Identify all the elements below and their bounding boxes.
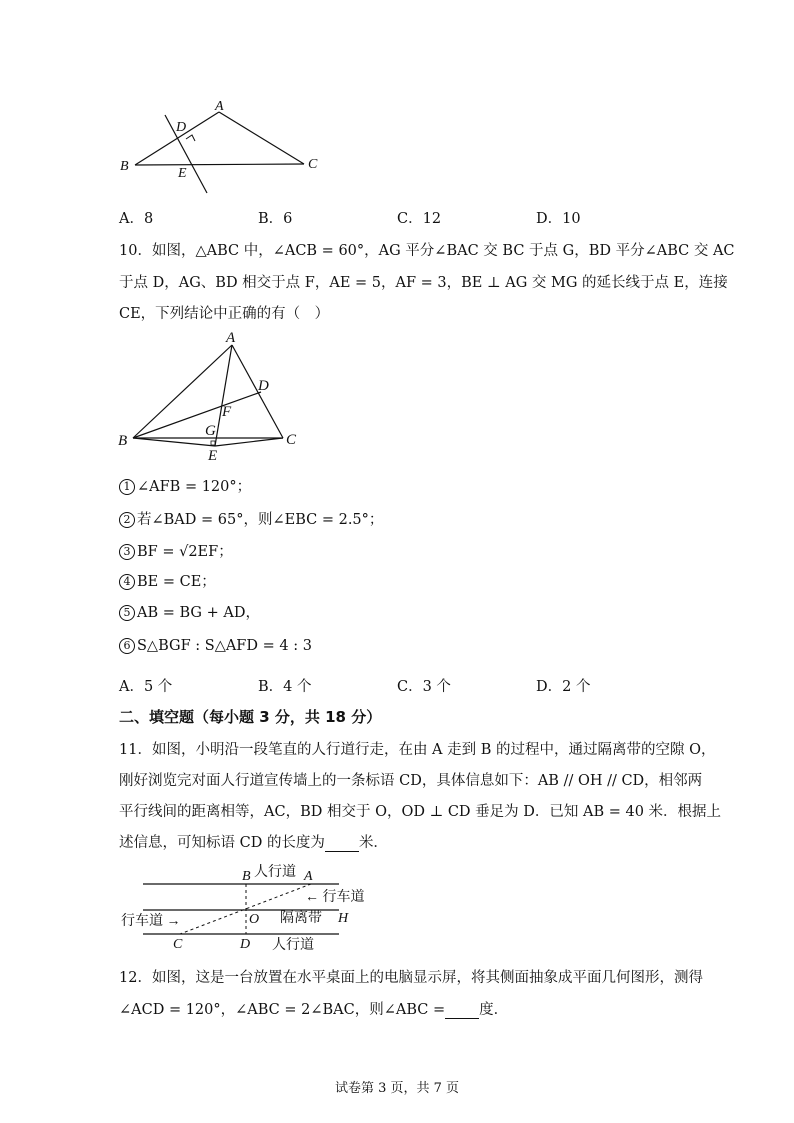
label-d: D — [176, 120, 187, 135]
segment-bd — [133, 392, 261, 438]
statement-text: S△BGF : S△AFD = 4 : 3 — [137, 638, 312, 654]
label-median: 隔离带 — [280, 911, 322, 926]
q11-line-2: 刚好浏览完对面人行道宣传墙上的一条标语 CD，具体信息如下：AB // OH // CD，相邻两 — [119, 773, 703, 789]
right-angle-mark — [211, 441, 215, 445]
label-h: H — [338, 911, 349, 926]
q11-line-3: 平行线间的距离相等，AC，BD 相交于 O，OD ⊥ CD 垂足为 D．已知 AB = 40 米．根据上 — [119, 804, 722, 820]
segment-ae — [215, 345, 232, 446]
figure-q9 — [115, 95, 335, 205]
label-c: C — [173, 937, 183, 952]
right-angle-mark — [186, 135, 195, 141]
q11-line-1: 11．如图，小明沿一段笔直的人行道行走，在由 A 走到 B 的过程中，通过隔离带的空隙 O， — [119, 742, 716, 758]
statement-number: 6 — [119, 638, 135, 654]
label-f: F — [222, 404, 232, 420]
q12-text-end: 度． — [479, 1002, 509, 1018]
q10-option-c: C．3 个 — [397, 679, 451, 695]
segment-ab — [133, 345, 232, 438]
figure-q11 — [115, 856, 395, 958]
label-a: A — [226, 330, 236, 346]
statement-5 — [119, 601, 260, 622]
q11-text-end: 米． — [358, 835, 388, 851]
statement-2 — [119, 508, 383, 529]
statement-number: 3 — [119, 544, 135, 560]
statement-1 — [119, 475, 251, 496]
label-c: C — [308, 157, 318, 172]
label-b: B — [118, 433, 128, 449]
q10-line-1: 10．如图，△ABC 中，∠ACB = 60°，AG 平分∠BAC 交 BC 于点 G，BD 平分∠ABC 交 AC — [119, 243, 735, 259]
statement-text: BF = √2EF； — [137, 544, 233, 560]
statement-4 — [119, 570, 216, 591]
label-a: A — [304, 869, 313, 884]
statement-3 — [119, 540, 233, 561]
segment-ac — [219, 112, 304, 164]
label-sidewalk-bottom: 人行道 — [272, 938, 314, 953]
q10-line-3: CE，下列结论中正确的有（ ） — [119, 306, 330, 322]
q10-option-b: B．4 个 — [258, 679, 312, 695]
statement-number: 2 — [119, 512, 135, 528]
statement-text: ∠AFB = 120°； — [137, 479, 252, 495]
section-heading: 二、填空题（每小题 3 分，共 18 分） — [119, 708, 382, 726]
segment-ce — [215, 438, 283, 446]
label-b: B — [120, 159, 129, 174]
answer-blank[interactable] — [445, 1004, 479, 1019]
q10-option-a: A．5 个 — [119, 679, 173, 695]
q12-text: ∠ACD = 120°，∠ABC = 2∠BAC，则∠ABC = — [119, 1002, 446, 1018]
label-b: B — [242, 869, 251, 884]
label-o: O — [249, 912, 260, 927]
answer-blank[interactable] — [325, 837, 359, 852]
q9-option-a: A．8 — [119, 211, 154, 227]
q12-line-2 — [119, 998, 508, 1019]
label-a: A — [215, 99, 224, 114]
q10-option-d: D．2 个 — [536, 679, 591, 695]
label-lane-right: ← 行车道 — [305, 890, 365, 905]
statement-text: AB = BG + AD， — [137, 605, 260, 621]
label-c: C — [286, 432, 297, 448]
label-lane-left: 行车道 → — [121, 914, 181, 929]
q11-text: 述信息，可知标语 CD 的长度为 — [119, 835, 325, 851]
q10-line-2: 于点 D，AG、BD 相交于点 F，AE = 5，AF = 3，BE ⊥ AG 交 MG 的延长线于点 E，连接 — [119, 275, 728, 291]
segment-bc — [135, 164, 304, 165]
label-g: G — [205, 423, 216, 439]
statement-6 — [119, 638, 312, 654]
statement-number: 1 — [119, 479, 135, 495]
statement-text: BE = CE； — [137, 574, 216, 590]
q9-option-b: B．6 — [258, 211, 293, 227]
label-d: D — [258, 378, 269, 394]
q11-line-4 — [119, 831, 388, 852]
q12-line-1: 12．如图，这是一台放置在水平桌面上的电脑显示屏，将其侧面抽象成平面几何图形，测得 — [119, 970, 703, 986]
figure-q10 — [115, 328, 315, 468]
statement-number: 4 — [119, 574, 135, 590]
label-e: E — [178, 166, 187, 181]
label-sidewalk-top: 人行道 — [254, 865, 296, 880]
label-d: D — [240, 937, 251, 952]
q9-option-d: D．10 — [536, 211, 581, 227]
statement-number: 5 — [119, 605, 135, 621]
page-footer: 试卷第 3 页，共 7 页 — [334, 1081, 460, 1096]
label-e: E — [208, 448, 218, 464]
q9-option-c: C．12 — [397, 211, 442, 227]
segment-be — [133, 438, 215, 446]
statement-text: 若∠BAD = 65°，则∠EBC = 2.5°； — [137, 512, 384, 528]
